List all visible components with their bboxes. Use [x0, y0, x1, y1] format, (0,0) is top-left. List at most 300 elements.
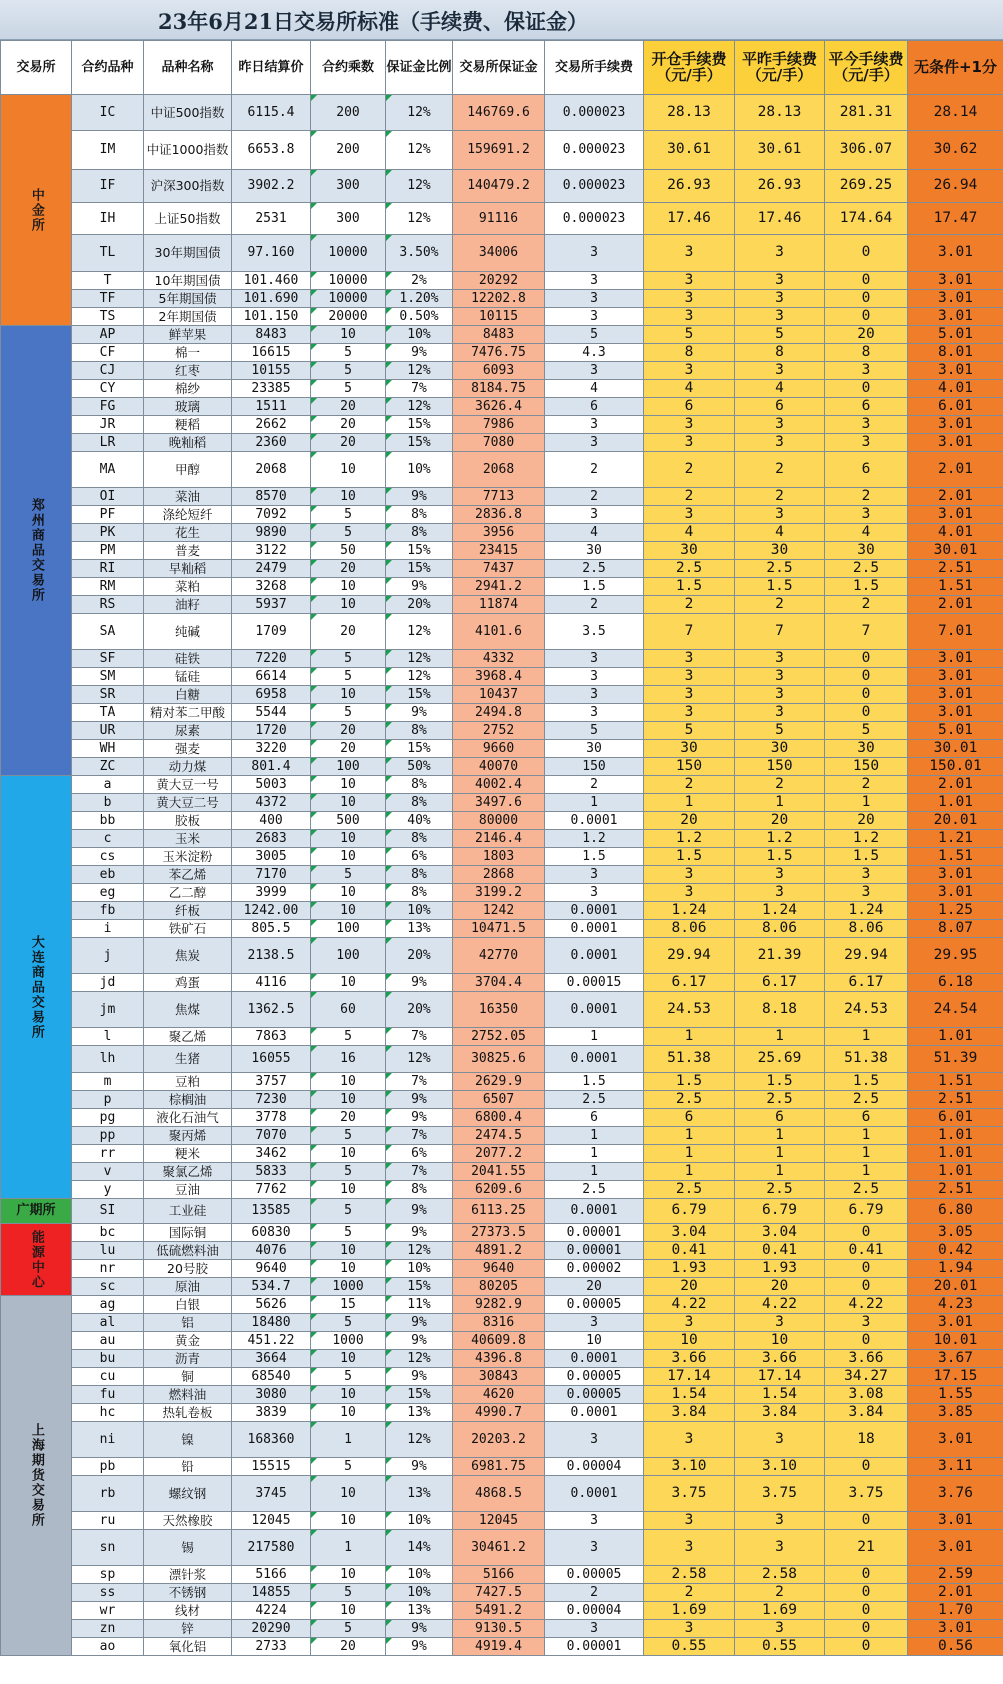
cell-margin-ratio[interactable]: 12% [386, 131, 453, 170]
cell-exchange-fee[interactable]: 1.2 [545, 830, 644, 848]
cell-close-today-fee[interactable]: 1.24 [825, 902, 908, 920]
cell-exchange-margin[interactable]: 11874 [453, 596, 545, 614]
cell-product-name[interactable]: 鲜苹果 [144, 326, 232, 344]
cell-margin-ratio[interactable]: 8% [386, 722, 453, 740]
cell-open-fee[interactable]: 8.06 [644, 920, 735, 938]
cell-contract-code[interactable]: IC [72, 95, 144, 131]
cell-plus-one[interactable]: 1.94 [908, 1260, 1003, 1278]
cell-plus-one[interactable]: 1.01 [908, 1163, 1003, 1181]
cell-settle-price[interactable]: 7170 [232, 866, 311, 884]
cell-settle-price[interactable]: 2733 [232, 1638, 311, 1656]
cell-product-name[interactable]: 锰硅 [144, 668, 232, 686]
cell-close-today-fee[interactable]: 4.22 [825, 1296, 908, 1314]
cell-product-name[interactable]: 黄大豆一号 [144, 776, 232, 794]
cell-open-fee[interactable]: 30.61 [644, 131, 735, 170]
cell-product-name[interactable]: 上证50指数 [144, 203, 232, 235]
cell-multiplier[interactable]: 1000 [311, 1332, 386, 1350]
cell-multiplier[interactable]: 5 [311, 866, 386, 884]
cell-contract-code[interactable]: jd [72, 974, 144, 992]
cell-product-name[interactable]: 甲醇 [144, 452, 232, 488]
cell-plus-one[interactable]: 10.01 [908, 1332, 1003, 1350]
cell-product-name[interactable]: 豆油 [144, 1181, 232, 1199]
cell-close-yesterday-fee[interactable]: 4 [735, 524, 825, 542]
cell-margin-ratio[interactable]: 40% [386, 812, 453, 830]
cell-exchange-fee[interactable]: 1 [545, 794, 644, 812]
cell-close-yesterday-fee[interactable]: 26.93 [735, 170, 825, 203]
cell-margin-ratio[interactable]: 9% [386, 1199, 453, 1224]
cell-margin-ratio[interactable]: 12% [386, 1422, 453, 1458]
cell-close-yesterday-fee[interactable]: 3 [735, 434, 825, 452]
cell-open-fee[interactable]: 3 [644, 866, 735, 884]
cell-close-yesterday-fee[interactable]: 6.79 [735, 1199, 825, 1224]
cell-plus-one[interactable]: 1.01 [908, 794, 1003, 812]
cell-exchange-fee[interactable]: 0.000023 [545, 95, 644, 131]
cell-plus-one[interactable]: 6.18 [908, 974, 1003, 992]
cell-exchange-fee[interactable]: 6 [545, 1109, 644, 1127]
cell-close-yesterday-fee[interactable]: 1.5 [735, 578, 825, 596]
cell-contract-code[interactable]: rb [72, 1476, 144, 1512]
cell-exchange-fee[interactable]: 3 [545, 290, 644, 308]
cell-plus-one[interactable]: 3.01 [908, 235, 1003, 272]
cell-settle-price[interactable]: 97.160 [232, 235, 311, 272]
cell-contract-code[interactable]: c [72, 830, 144, 848]
cell-exchange-fee[interactable]: 0.0001 [545, 1476, 644, 1512]
cell-close-today-fee[interactable]: 29.94 [825, 938, 908, 974]
cell-close-yesterday-fee[interactable]: 1.2 [735, 830, 825, 848]
cell-exchange-margin[interactable]: 4396.8 [453, 1350, 545, 1368]
cell-settle-price[interactable]: 3839 [232, 1404, 311, 1422]
cell-multiplier[interactable]: 10 [311, 1181, 386, 1199]
cell-close-yesterday-fee[interactable]: 3 [735, 506, 825, 524]
cell-open-fee[interactable]: 2 [644, 1584, 735, 1602]
cell-settle-price[interactable]: 16615 [232, 344, 311, 362]
cell-margin-ratio[interactable]: 9% [386, 1332, 453, 1350]
cell-open-fee[interactable]: 3.84 [644, 1404, 735, 1422]
cell-close-yesterday-fee[interactable]: 30 [735, 542, 825, 560]
cell-product-name[interactable]: 10年期国债 [144, 272, 232, 290]
cell-contract-code[interactable]: TL [72, 235, 144, 272]
cell-exchange-fee[interactable]: 10 [545, 1332, 644, 1350]
cell-contract-code[interactable]: wr [72, 1602, 144, 1620]
cell-exchange-fee[interactable]: 3 [545, 866, 644, 884]
cell-close-yesterday-fee[interactable]: 21.39 [735, 938, 825, 974]
cell-open-fee[interactable]: 28.13 [644, 95, 735, 131]
cell-exchange-fee[interactable]: 0.00005 [545, 1386, 644, 1404]
header-product-name[interactable]: 品种名称 [144, 41, 232, 95]
cell-close-yesterday-fee[interactable]: 1.24 [735, 902, 825, 920]
cell-exchange-margin[interactable]: 80000 [453, 812, 545, 830]
header-close-today-fee[interactable]: 平今手续费（元/手） [825, 41, 908, 95]
cell-close-yesterday-fee[interactable]: 17.14 [735, 1368, 825, 1386]
cell-margin-ratio[interactable]: 10% [386, 452, 453, 488]
cell-close-yesterday-fee[interactable]: 2 [735, 776, 825, 794]
cell-close-yesterday-fee[interactable]: 6 [735, 398, 825, 416]
cell-product-name[interactable]: 线材 [144, 1602, 232, 1620]
cell-settle-price[interactable]: 8483 [232, 326, 311, 344]
cell-exchange-margin[interactable]: 7437 [453, 560, 545, 578]
cell-product-name[interactable]: 纯碱 [144, 614, 232, 650]
cell-plus-one[interactable]: 3.01 [908, 1512, 1003, 1530]
cell-close-today-fee[interactable]: 3.84 [825, 1404, 908, 1422]
cell-settle-price[interactable]: 2531 [232, 203, 311, 235]
cell-product-name[interactable]: 粳稻 [144, 416, 232, 434]
cell-open-fee[interactable]: 5 [644, 722, 735, 740]
cell-margin-ratio[interactable]: 15% [386, 1278, 453, 1296]
cell-exchange-margin[interactable]: 6507 [453, 1091, 545, 1109]
cell-plus-one[interactable]: 1.01 [908, 1028, 1003, 1046]
cell-plus-one[interactable]: 20.01 [908, 812, 1003, 830]
cell-close-yesterday-fee[interactable]: 10 [735, 1332, 825, 1350]
cell-exchange-fee[interactable]: 0.00005 [545, 1566, 644, 1584]
cell-close-yesterday-fee[interactable]: 8 [735, 344, 825, 362]
cell-close-yesterday-fee[interactable]: 2 [735, 1584, 825, 1602]
cell-product-name[interactable]: 玉米 [144, 830, 232, 848]
cell-close-today-fee[interactable]: 0 [825, 1638, 908, 1656]
cell-plus-one[interactable]: 28.14 [908, 95, 1003, 131]
cell-contract-code[interactable]: AP [72, 326, 144, 344]
cell-product-name[interactable]: 棕榈油 [144, 1091, 232, 1109]
cell-product-name[interactable]: 聚氯乙烯 [144, 1163, 232, 1181]
cell-settle-price[interactable]: 2068 [232, 452, 311, 488]
cell-plus-one[interactable]: 2.59 [908, 1566, 1003, 1584]
cell-close-yesterday-fee[interactable]: 3 [735, 1530, 825, 1566]
cell-open-fee[interactable]: 3.10 [644, 1458, 735, 1476]
cell-multiplier[interactable]: 10000 [311, 235, 386, 272]
cell-close-today-fee[interactable]: 24.53 [825, 992, 908, 1028]
cell-close-today-fee[interactable]: 3 [825, 362, 908, 380]
cell-exchange-margin[interactable]: 4101.6 [453, 614, 545, 650]
cell-product-name[interactable]: 精对苯二甲酸 [144, 704, 232, 722]
cell-close-today-fee[interactable]: 2 [825, 776, 908, 794]
cell-settle-price[interactable]: 2662 [232, 416, 311, 434]
cell-contract-code[interactable]: IH [72, 203, 144, 235]
cell-margin-ratio[interactable]: 1.20% [386, 290, 453, 308]
cell-margin-ratio[interactable]: 6% [386, 1145, 453, 1163]
cell-exchange-fee[interactable]: 0.00001 [545, 1242, 644, 1260]
cell-open-fee[interactable]: 2.5 [644, 1181, 735, 1199]
cell-exchange-fee[interactable]: 3 [545, 506, 644, 524]
cell-contract-code[interactable]: PK [72, 524, 144, 542]
cell-open-fee[interactable]: 29.94 [644, 938, 735, 974]
cell-exchange-margin[interactable]: 3626.4 [453, 398, 545, 416]
cell-settle-price[interactable]: 801.4 [232, 758, 311, 776]
cell-contract-code[interactable]: FG [72, 398, 144, 416]
cell-product-name[interactable]: 粳米 [144, 1145, 232, 1163]
cell-exchange-fee[interactable]: 2.5 [545, 1181, 644, 1199]
cell-settle-price[interactable]: 20290 [232, 1620, 311, 1638]
cell-open-fee[interactable]: 1 [644, 1145, 735, 1163]
cell-close-yesterday-fee[interactable]: 3 [735, 1620, 825, 1638]
cell-close-yesterday-fee[interactable]: 2.5 [735, 560, 825, 578]
cell-product-name[interactable]: 镍 [144, 1422, 232, 1458]
cell-open-fee[interactable]: 1.5 [644, 578, 735, 596]
cell-close-today-fee[interactable]: 0 [825, 380, 908, 398]
cell-exchange-fee[interactable]: 3 [545, 416, 644, 434]
cell-contract-code[interactable]: fu [72, 1386, 144, 1404]
cell-multiplier[interactable]: 200 [311, 131, 386, 170]
cell-margin-ratio[interactable]: 10% [386, 1512, 453, 1530]
cell-exchange-margin[interactable]: 40070 [453, 758, 545, 776]
cell-contract-code[interactable]: al [72, 1314, 144, 1332]
cell-multiplier[interactable]: 10 [311, 1386, 386, 1404]
exchange-cell[interactable]: 上海期货交易所 [1, 1296, 72, 1656]
cell-plus-one[interactable]: 2.01 [908, 1584, 1003, 1602]
cell-product-name[interactable]: 尿素 [144, 722, 232, 740]
cell-close-today-fee[interactable]: 2.5 [825, 1091, 908, 1109]
cell-settle-price[interactable]: 6958 [232, 686, 311, 704]
cell-product-name[interactable]: 棉一 [144, 344, 232, 362]
cell-multiplier[interactable]: 10 [311, 776, 386, 794]
cell-plus-one[interactable]: 3.01 [908, 704, 1003, 722]
cell-exchange-margin[interactable]: 12202.8 [453, 290, 545, 308]
cell-exchange-margin[interactable]: 23415 [453, 542, 545, 560]
cell-product-name[interactable]: 玉米淀粉 [144, 848, 232, 866]
cell-exchange-margin[interactable]: 9660 [453, 740, 545, 758]
cell-margin-ratio[interactable]: 9% [386, 488, 453, 506]
cell-contract-code[interactable]: lh [72, 1046, 144, 1073]
cell-plus-one[interactable]: 24.54 [908, 992, 1003, 1028]
cell-close-today-fee[interactable]: 150 [825, 758, 908, 776]
cell-margin-ratio[interactable]: 12% [386, 1046, 453, 1073]
cell-contract-code[interactable]: JR [72, 416, 144, 434]
cell-close-today-fee[interactable]: 0 [825, 1458, 908, 1476]
cell-margin-ratio[interactable]: 20% [386, 938, 453, 974]
cell-settle-price[interactable]: 3999 [232, 884, 311, 902]
cell-margin-ratio[interactable]: 15% [386, 560, 453, 578]
cell-open-fee[interactable]: 20 [644, 812, 735, 830]
cell-settle-price[interactable]: 18480 [232, 1314, 311, 1332]
cell-exchange-fee[interactable]: 3 [545, 704, 644, 722]
cell-exchange-margin[interactable]: 5491.2 [453, 1602, 545, 1620]
cell-multiplier[interactable]: 16 [311, 1046, 386, 1073]
cell-settle-price[interactable]: 3122 [232, 542, 311, 560]
cell-settle-price[interactable]: 451.22 [232, 1332, 311, 1350]
cell-exchange-margin[interactable]: 7476.75 [453, 344, 545, 362]
cell-exchange-fee[interactable]: 0.00004 [545, 1602, 644, 1620]
cell-close-today-fee[interactable]: 0 [825, 308, 908, 326]
cell-multiplier[interactable]: 1 [311, 1530, 386, 1566]
cell-margin-ratio[interactable]: 12% [386, 650, 453, 668]
cell-close-yesterday-fee[interactable]: 5 [735, 722, 825, 740]
cell-settle-price[interactable]: 10155 [232, 362, 311, 380]
cell-open-fee[interactable]: 17.14 [644, 1368, 735, 1386]
cell-multiplier[interactable]: 60 [311, 992, 386, 1028]
cell-exchange-margin[interactable]: 1242 [453, 902, 545, 920]
cell-exchange-margin[interactable]: 2068 [453, 452, 545, 488]
cell-product-name[interactable]: 红枣 [144, 362, 232, 380]
cell-close-today-fee[interactable]: 1 [825, 1028, 908, 1046]
cell-multiplier[interactable]: 1 [311, 1422, 386, 1458]
cell-exchange-margin[interactable]: 2752.05 [453, 1028, 545, 1046]
cell-close-today-fee[interactable]: 269.25 [825, 170, 908, 203]
cell-open-fee[interactable]: 26.93 [644, 170, 735, 203]
cell-exchange-margin[interactable]: 159691.2 [453, 131, 545, 170]
cell-close-yesterday-fee[interactable]: 3 [735, 308, 825, 326]
cell-product-name[interactable]: 5年期国债 [144, 290, 232, 308]
cell-settle-price[interactable]: 400 [232, 812, 311, 830]
cell-settle-price[interactable]: 534.7 [232, 1278, 311, 1296]
cell-exchange-margin[interactable]: 3497.6 [453, 794, 545, 812]
cell-exchange-margin[interactable]: 140479.2 [453, 170, 545, 203]
cell-exchange-fee[interactable]: 0.0001 [545, 1350, 644, 1368]
cell-multiplier[interactable]: 5 [311, 1224, 386, 1242]
cell-multiplier[interactable]: 20 [311, 740, 386, 758]
cell-contract-code[interactable]: RM [72, 578, 144, 596]
cell-margin-ratio[interactable]: 9% [386, 704, 453, 722]
cell-multiplier[interactable]: 10 [311, 686, 386, 704]
cell-settle-price[interactable]: 5626 [232, 1296, 311, 1314]
cell-close-yesterday-fee[interactable]: 3 [735, 272, 825, 290]
cell-margin-ratio[interactable]: 10% [386, 902, 453, 920]
cell-product-name[interactable]: 铝 [144, 1314, 232, 1332]
cell-product-name[interactable]: 白银 [144, 1296, 232, 1314]
cell-close-today-fee[interactable]: 21 [825, 1530, 908, 1566]
cell-plus-one[interactable]: 3.01 [908, 416, 1003, 434]
cell-close-today-fee[interactable]: 4 [825, 524, 908, 542]
cell-exchange-margin[interactable]: 146769.6 [453, 95, 545, 131]
cell-margin-ratio[interactable]: 8% [386, 794, 453, 812]
cell-plus-one[interactable]: 7.01 [908, 614, 1003, 650]
cell-close-today-fee[interactable]: 1.5 [825, 578, 908, 596]
cell-plus-one[interactable]: 1.25 [908, 902, 1003, 920]
cell-contract-code[interactable]: bc [72, 1224, 144, 1242]
cell-margin-ratio[interactable]: 9% [386, 1638, 453, 1656]
cell-product-name[interactable]: 沥青 [144, 1350, 232, 1368]
cell-margin-ratio[interactable]: 8% [386, 1181, 453, 1199]
cell-exchange-fee[interactable]: 150 [545, 758, 644, 776]
cell-multiplier[interactable]: 10 [311, 1091, 386, 1109]
cell-plus-one[interactable]: 5.01 [908, 722, 1003, 740]
cell-margin-ratio[interactable]: 14% [386, 1530, 453, 1566]
cell-plus-one[interactable]: 2.01 [908, 452, 1003, 488]
cell-multiplier[interactable]: 5 [311, 1584, 386, 1602]
cell-multiplier[interactable]: 5 [311, 1368, 386, 1386]
cell-close-yesterday-fee[interactable]: 2 [735, 596, 825, 614]
cell-open-fee[interactable]: 1.2 [644, 830, 735, 848]
cell-exchange-fee[interactable]: 3 [545, 434, 644, 452]
cell-margin-ratio[interactable]: 15% [386, 542, 453, 560]
cell-product-name[interactable]: 锌 [144, 1620, 232, 1638]
header-contract[interactable]: 合约品种 [72, 41, 144, 95]
cell-open-fee[interactable]: 7 [644, 614, 735, 650]
cell-plus-one[interactable]: 3.67 [908, 1350, 1003, 1368]
cell-settle-price[interactable]: 3005 [232, 848, 311, 866]
cell-multiplier[interactable]: 10 [311, 326, 386, 344]
cell-exchange-fee[interactable]: 2 [545, 776, 644, 794]
cell-settle-price[interactable]: 7863 [232, 1028, 311, 1046]
cell-open-fee[interactable]: 0.55 [644, 1638, 735, 1656]
cell-exchange-fee[interactable]: 1 [545, 1163, 644, 1181]
cell-close-today-fee[interactable]: 2.5 [825, 560, 908, 578]
cell-exchange-margin[interactable]: 12045 [453, 1512, 545, 1530]
cell-settle-price[interactable]: 15515 [232, 1458, 311, 1476]
cell-margin-ratio[interactable]: 13% [386, 1476, 453, 1512]
cell-contract-code[interactable]: zn [72, 1620, 144, 1638]
cell-exchange-margin[interactable]: 10115 [453, 308, 545, 326]
cell-close-yesterday-fee[interactable]: 8.18 [735, 992, 825, 1028]
cell-multiplier[interactable]: 10000 [311, 272, 386, 290]
cell-exchange-fee[interactable]: 3.5 [545, 614, 644, 650]
cell-exchange-fee[interactable]: 4 [545, 524, 644, 542]
cell-exchange-fee[interactable]: 3 [545, 1530, 644, 1566]
cell-contract-code[interactable]: y [72, 1181, 144, 1199]
cell-settle-price[interactable]: 3757 [232, 1073, 311, 1091]
cell-plus-one[interactable]: 3.11 [908, 1458, 1003, 1476]
cell-margin-ratio[interactable]: 12% [386, 1242, 453, 1260]
cell-contract-code[interactable]: IM [72, 131, 144, 170]
cell-contract-code[interactable]: l [72, 1028, 144, 1046]
cell-exchange-margin[interactable]: 7080 [453, 434, 545, 452]
cell-exchange-margin[interactable]: 9130.5 [453, 1620, 545, 1638]
cell-product-name[interactable]: 普麦 [144, 542, 232, 560]
cell-margin-ratio[interactable]: 9% [386, 1224, 453, 1242]
cell-product-name[interactable]: 铅 [144, 1458, 232, 1476]
header-margin-ratio[interactable]: 保证金比例 [386, 41, 453, 95]
cell-exchange-margin[interactable]: 9640 [453, 1260, 545, 1278]
cell-close-today-fee[interactable]: 0 [825, 235, 908, 272]
cell-settle-price[interactable]: 5003 [232, 776, 311, 794]
cell-open-fee[interactable]: 3 [644, 416, 735, 434]
cell-product-name[interactable]: 30年期国债 [144, 235, 232, 272]
cell-close-today-fee[interactable]: 0 [825, 686, 908, 704]
cell-open-fee[interactable]: 1.5 [644, 1073, 735, 1091]
cell-exchange-margin[interactable]: 8184.75 [453, 380, 545, 398]
cell-settle-price[interactable]: 217580 [232, 1530, 311, 1566]
cell-exchange-fee[interactable]: 0.00004 [545, 1458, 644, 1476]
cell-product-name[interactable]: 豆粕 [144, 1073, 232, 1091]
cell-multiplier[interactable]: 10 [311, 884, 386, 902]
cell-plus-one[interactable]: 3.01 [908, 866, 1003, 884]
cell-plus-one[interactable]: 1.51 [908, 578, 1003, 596]
cell-exchange-fee[interactable]: 3 [545, 650, 644, 668]
cell-contract-code[interactable]: pb [72, 1458, 144, 1476]
cell-product-name[interactable]: 焦煤 [144, 992, 232, 1028]
cell-exchange-fee[interactable]: 0.000023 [545, 203, 644, 235]
cell-settle-price[interactable]: 13585 [232, 1199, 311, 1224]
cell-open-fee[interactable]: 3.04 [644, 1224, 735, 1242]
cell-multiplier[interactable]: 300 [311, 203, 386, 235]
cell-contract-code[interactable]: T [72, 272, 144, 290]
cell-margin-ratio[interactable]: 15% [386, 416, 453, 434]
cell-exchange-margin[interactable]: 42770 [453, 938, 545, 974]
cell-margin-ratio[interactable]: 9% [386, 1314, 453, 1332]
cell-plus-one[interactable]: 1.01 [908, 1127, 1003, 1145]
cell-exchange-fee[interactable]: 0.00015 [545, 974, 644, 992]
cell-product-name[interactable]: 焦炭 [144, 938, 232, 974]
cell-margin-ratio[interactable]: 9% [386, 578, 453, 596]
cell-close-yesterday-fee[interactable]: 3 [735, 668, 825, 686]
cell-open-fee[interactable]: 2 [644, 452, 735, 488]
cell-product-name[interactable]: 天然橡胶 [144, 1512, 232, 1530]
cell-close-yesterday-fee[interactable]: 1 [735, 1028, 825, 1046]
cell-open-fee[interactable]: 1 [644, 794, 735, 812]
cell-product-name[interactable]: 沪深300指数 [144, 170, 232, 203]
cell-contract-code[interactable]: SA [72, 614, 144, 650]
cell-exchange-fee[interactable]: 4 [545, 380, 644, 398]
cell-exchange-fee[interactable]: 0.000023 [545, 131, 644, 170]
cell-margin-ratio[interactable]: 2% [386, 272, 453, 290]
cell-multiplier[interactable]: 10 [311, 1602, 386, 1620]
cell-close-today-fee[interactable]: 1.5 [825, 1073, 908, 1091]
cell-exchange-margin[interactable]: 4620 [453, 1386, 545, 1404]
cell-settle-price[interactable]: 6653.8 [232, 131, 311, 170]
cell-close-today-fee[interactable]: 3.66 [825, 1350, 908, 1368]
cell-close-today-fee[interactable]: 18 [825, 1422, 908, 1458]
cell-contract-code[interactable]: cs [72, 848, 144, 866]
cell-close-today-fee[interactable]: 6 [825, 452, 908, 488]
cell-exchange-fee[interactable]: 3 [545, 884, 644, 902]
cell-settle-price[interactable]: 4372 [232, 794, 311, 812]
